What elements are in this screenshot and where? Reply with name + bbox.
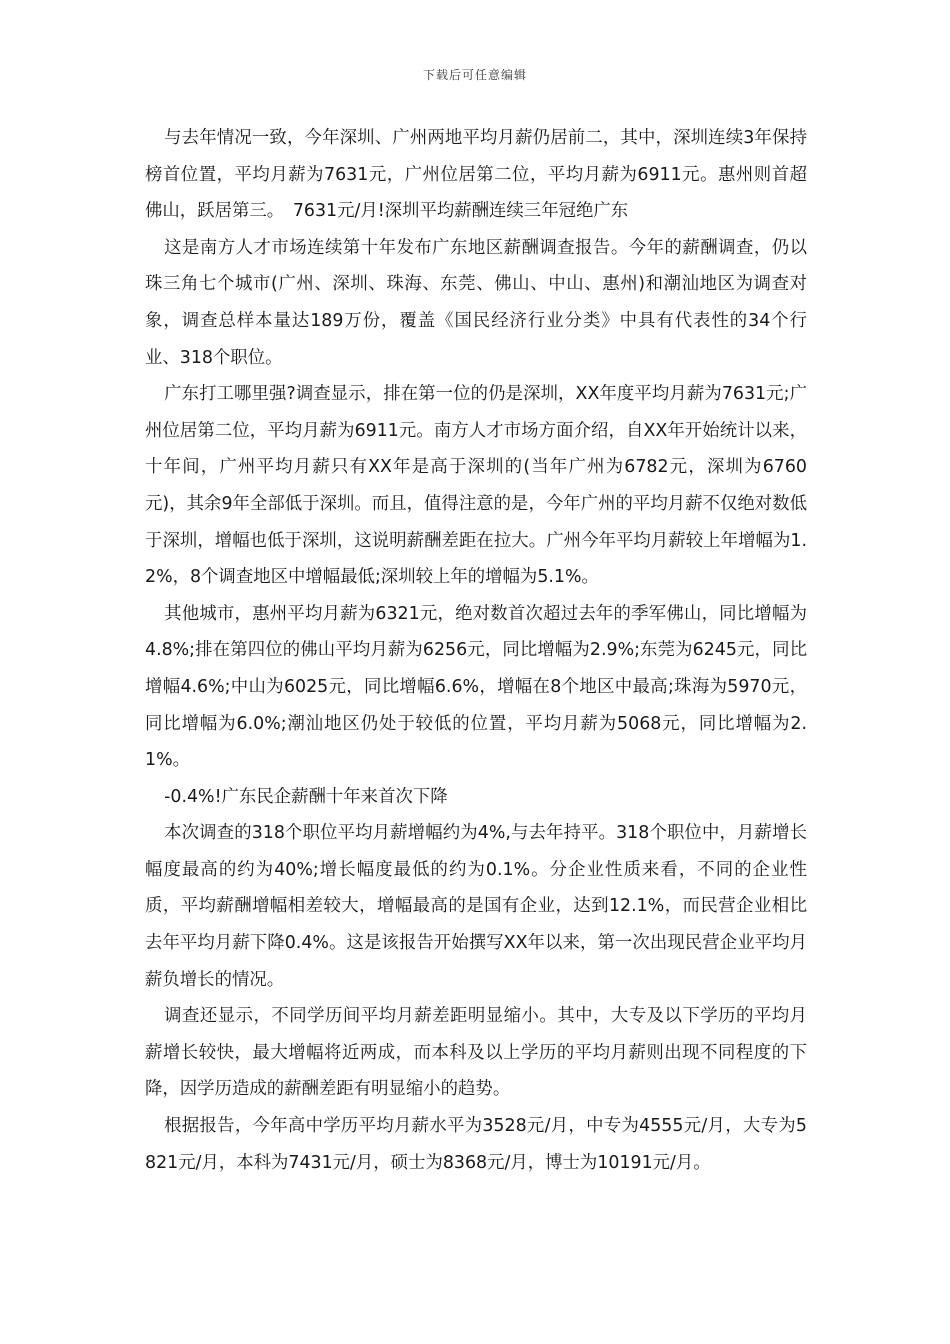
paragraph-position-growth: 本次调查的318个职位平均月薪增幅约为4%,与去年持平。318个职位中，月薪增长幅度最高的约为40%;增长幅度最低的约为0.1%。分企业性质来看，不同的企业性质，平均薪酬增幅相差较大，增幅最高的是国有企业，达到12.1%，而民营企业相比去年平均月薪下降0.4%。这是该报告开始撰写XX年以来，第一次出现民营企业平均月薪负增长的情况。 <box>145 823 807 990</box>
document-body <box>145 120 807 1181</box>
paragraph-education-gap: 调查还显示，不同学历间平均月薪差距明显缩小。其中，大专及以下学历的平均月薪增长较快，最大增幅将近两成，而本科及以上学历的平均月薪则出现不同程度的下降，因学历造成的薪酬差距有明显缩小的趋势。 <box>145 1006 807 1100</box>
section-heading-private-enterprise: -0.4%!广东民企薪酬十年来首次下降 <box>164 786 448 807</box>
paragraph-education-salaries: 根据报告，今年高中学历平均月薪水平为3528元/月，中专为4555元/月，大专为5821元/月，本科为7431元/月，硕士为8368元/月，博士为10191元/月。 <box>145 1116 807 1173</box>
paragraph-city-ranking: 与去年情况一致，今年深圳、广州两地平均月薪仍居前二，其中，深圳连续3年保持榜首位置，平均月薪为7631元，广州位居第二位，平均月薪为6911元。惠州则首超佛山，跃居第三。 7631元/月!深圳平均薪酬连续三年冠绝广东 <box>145 128 807 222</box>
paragraph-survey-intro: 这是南方人才市场连续第十年发布广东地区薪酬调查报告。今年的薪酬调查，仍以珠三角七个城市(广州、深圳、珠海、东莞、佛山、中山、惠州)和潮汕地区为调查对象，调查总样本量达189万份，覆盖《国民经济行业分类》中具有代表性的34个行业、318个职位。 <box>145 237 807 368</box>
paragraph-other-cities: 其他城市，惠州平均月薪为6321元，绝对数首次超过去年的季军佛山，同比增幅为4.8%;排在第四位的佛山平均月薪为6256元，同比增幅为2.9%;东莞为6245元，同比增幅4.6%;中山为6025元，同比增幅6.6%，增幅在8个地区中最高;珠海为5970元，同比增幅为6.0%;潮汕地区仍处于较低的位置，平均月薪为5068元，同比增幅为2.1%。 <box>145 603 807 771</box>
header-note: 下载后可任意编辑 <box>422 68 527 82</box>
paragraph-shenzhen-guangzhou: 广东打工哪里强?调查显示，排在第一位的仍是深圳，XX年度平均月薪为7631元;广州位居第二位，平均月薪为6911元。南方人才市场方面介绍，自XX年开始统计以来，十年间，广州平均月薪只有XX年是高于深圳的(当年广州为6782元，深圳为6760元)，其余9年全部低于深圳。而且，值得注意的是，今年广州的平均月薪不仅绝对数低于深圳，增幅也低于深圳，这说明薪酬差距在拉大。广州今年平均月薪较上年增幅为1.2%，8个调查地区中增幅最低;深圳较上年的增幅为5.1%。 <box>145 384 807 588</box>
